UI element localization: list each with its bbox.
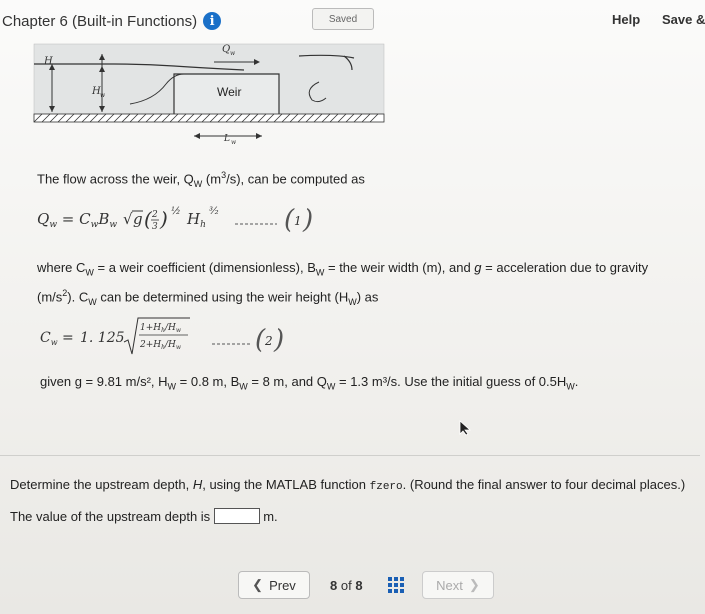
svg-text:(: ( [144,207,152,231]
svg-text:): ) [303,205,314,235]
svg-text:3: 3 [152,222,158,232]
svg-text:g: g [133,210,143,228]
question-text: Determine the upstream depth, H, using the MATLAB function fzero. (Round the final answer to four decimal places.) [10,477,686,493]
svg-text:Qw = CwBw: $Q_w = C_wB_w$ [37,210,118,230]
svg-text:√: √ [123,210,133,228]
label-Lw-sub: w [231,139,237,146]
bottom-navigation [0,557,700,614]
answer-unit: m. [263,508,278,524]
section-divider [0,455,700,456]
chapter-title: Chapter 6 (Built-in Functions) [2,12,198,30]
equation-1 [37,200,337,240]
help-link[interactable]: Help [612,12,641,27]
svg-text:Cw =: $C_w$ = [40,330,74,347]
svg-text:(: ( [255,325,266,355]
prev-button[interactable] [238,571,310,599]
weir-diagram [34,44,384,152]
svg-text:1+Hh/Hw: $1+H_h/H_w$ [140,323,182,334]
equation-2 [40,314,300,360]
upstream-depth-input[interactable] [214,508,260,524]
page-of: of [340,578,352,593]
label-weir: Weir [217,85,242,99]
label-Hw: H [92,86,101,97]
saved-status-badge: Saved [312,8,374,30]
prev-label: Prev [269,577,296,593]
save-exit-button[interactable]: Save & [662,12,705,27]
answer-prefix: The value of the upstream depth is [10,508,211,524]
svg-text:(: ( [284,205,295,235]
page-total: 8 [355,578,363,593]
label-Hw-sub: w [100,92,106,99]
given-values: given g = 9.81 m/s², $H_W = 0.8$ m, $B_W = 8$ m, and $Q_W = 1.3$ m³/s. Use the initial guess of $0.5H_W$. [40,374,579,392]
svg-text:): ) [160,207,168,231]
page-current: 8 [330,578,338,593]
svg-text:³⁄₂: ³⁄₂ [209,206,219,217]
cursor-arrow-icon [458,420,472,436]
label-Qw-sub: w [230,50,236,57]
function-name: fzero [369,481,403,493]
label-H: H [44,56,53,67]
chapter-header [2,12,221,30]
next-button[interactable] [422,571,494,599]
where-description: where $C_W = a$ weir coefficient (dimensionless), $B_W$ = the weir width (m), and g = acceleration due to gravity $(m/s^2)$. $C_W$ can be determined using the weir height $(H_W)$ as [37,260,649,307]
top-bar [0,0,705,40]
label-Qw: Q [222,44,231,55]
svg-text:): ) [274,325,285,355]
equation-2-coeff: 1. 125 [80,330,125,346]
flow-description: The flow across the weir, $Q_W$ $(m^3/s)$, can be computed as [37,170,365,189]
equation-1-number: 1 [294,214,302,228]
next-label: Next [436,577,463,593]
svg-text:Hh: $H_h$ [187,210,206,230]
svg-text:½: ½ [171,206,181,217]
answer-row [10,508,278,524]
equation-2-number: 2 [265,334,273,348]
chevron-left-icon: ❮ [252,577,264,592]
info-icon[interactable]: i [203,12,221,30]
grid-icon[interactable] [388,577,404,593]
page-indicator [330,578,363,593]
svg-text:2: 2 [152,210,158,220]
chevron-right-icon: ❯ [468,577,480,592]
svg-text:2+Hh/Hw: $2+H_h/H_w$ [140,340,182,351]
label-Lw: L [224,134,230,144]
